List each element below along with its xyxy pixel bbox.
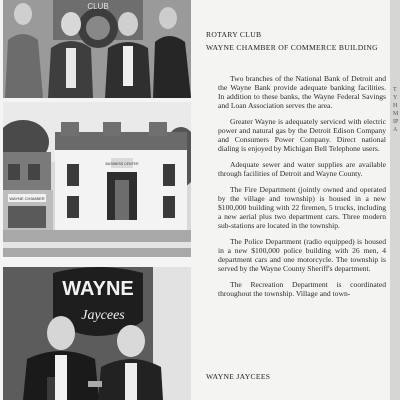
paragraph-recreation: The Recreation Department is coordinated throughout the township. Village and town- (218, 280, 386, 298)
facing-page-edge-text: TYHMIPA (393, 87, 399, 133)
bank-sign-text-2: BUSINESS CENTER (105, 162, 139, 166)
body-text-column (218, 74, 386, 305)
paragraph-sewer-water: Adequate sewer and water supplies are available through facilities of Detroit and Wayne County. (218, 160, 386, 178)
paragraph-banking: Two branches of the National Bank of Detroit and the Wayne Bank provide adequate banking facilities. In addition to these banks, the Wayne Federal Savings and Loan Association serves the area. (218, 74, 386, 110)
paragraph-fire-department: The Fire Department (jointly owned and operated by the village and township) is housed in a new $100,000 building with 22 firemen, 5 trucks, including a new aerial plus two department cars. Three modern sub-stations are located in the township. (218, 185, 386, 230)
chamber-building-caption: WAYNE CHAMBER OF COMMERCE BUILDING (206, 43, 378, 52)
bank-sign-text-1: WAYNE CHAMBER (9, 196, 45, 201)
facing-page-edge (390, 0, 400, 400)
jaycees-caption: WAYNE JAYCEES (206, 372, 271, 381)
rotary-club-caption: ROTARY CLUB (206, 30, 262, 39)
jaycees-photo (3, 259, 191, 400)
rotary-club-photo-image (3, 0, 191, 98)
jaycees-banner-script: Jaycees (81, 308, 125, 323)
jaycees-banner-word: WAYNE (62, 278, 134, 300)
chamber-building-photo (3, 102, 191, 257)
paragraph-police-department: The Police Department (radio equipped) is housed in a new $100,000 police building with 26 men, 4 department cars and one motorcycle. The township is served by the Wayne County Sheriff's department. (218, 237, 386, 273)
rotary-club-photo (3, 0, 191, 98)
chamber-building-photo-image (3, 102, 191, 257)
rotary-banner-text: CLUB (87, 2, 109, 11)
paragraph-utilities: Greater Wayne is adequately serviced with electric power and natural gas by the Detroit Edison Company and Consumers Power Company. Direct national dialing is enjoyed by Michigan Bell Telephone users. (218, 117, 386, 153)
jaycees-photo-image (3, 259, 191, 400)
